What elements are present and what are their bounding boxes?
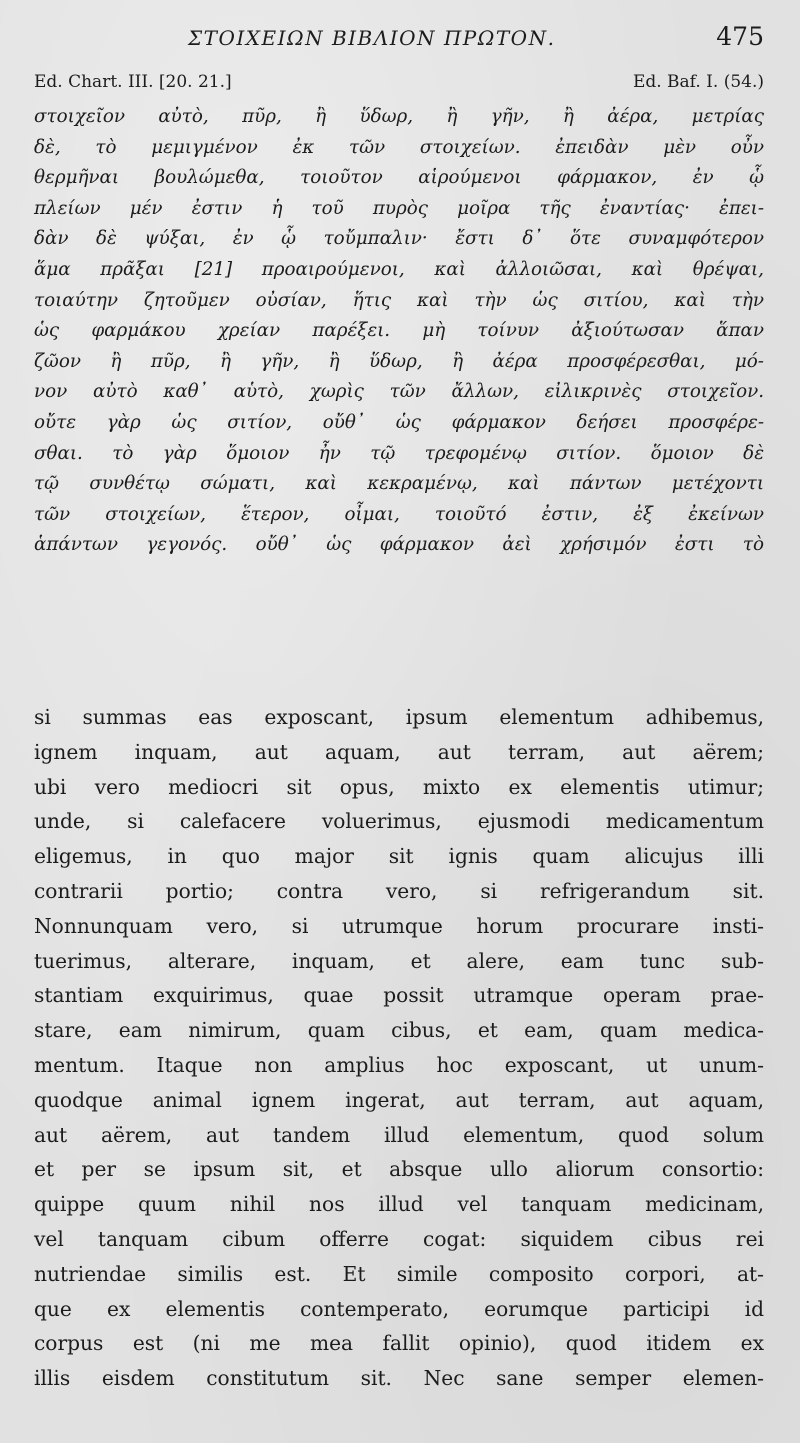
greek-text-line: ἅμα πρᾶξαι [21] προαιρούμενοι, καὶ ἀλλοιῶσαι, καὶ θρέψαι, [34, 258, 764, 280]
greek-text-line: τῶν στοιχείων, ἕτερον, οἶμαι, τοιοῦτό ἐστιν, ἐξ ἐκείνων [34, 503, 764, 525]
greek-text-line: σθαι. τὸ γὰρ ὅμοιον ἦν τῷ τρεφομένῳ σιτίον. ὅμοιον δὲ [34, 442, 764, 464]
greek-text-line: ὡς φαρμάκου χρείαν παρέξει. μὴ τοίνυν ἀξιούτωσαν ἅπαν [34, 320, 764, 342]
greek-text-line: νον αὐτὸ καθ᾽ αὑτὸ, χωρὶς τῶν ἄλλων, εἰλικρινὲς στοιχεῖον. [34, 381, 764, 403]
latin-text-line: vel tanquam cibum offerre cogat: siquidem cibus rei [34, 1226, 764, 1251]
latin-text-line: aut aërem, aut tandem illud elementum, quod solum [34, 1122, 764, 1147]
greek-text-line: τῷ συνθέτῳ σώματι, καὶ κεκραμένῳ, καὶ πάντων μετέχοντι [34, 473, 764, 495]
greek-text-line: ἁπάντων γεγονός. οὔθ᾽ ὡς φάρμακον ἀεὶ χρήσιμόν ἐστι τὸ [34, 534, 764, 556]
latin-text-line: Nonnunquam vero, si utrumque horum procurare insti- [34, 913, 764, 938]
latin-text-line: illis eisdem constitutum sit. Nec sane semper elemen- [34, 1366, 764, 1391]
latin-text-line: tuerimus, alterare, inquam, et alere, eam tunc sub- [34, 948, 764, 973]
latin-text-block [34, 700, 764, 1396]
latin-text-line: si summas eas exposcant, ipsum elementum adhibemus, [34, 705, 764, 729]
greek-text-line: ζῶον ἢ πῦρ, ἢ γῆν, ἢ ὕδωρ, ἢ ἀέρα προσφέρεσθαι, μό- [34, 350, 764, 372]
edition-references [34, 72, 764, 98]
latin-text-line: et per se ipsum sit, et absque ullo aliorum consortio: [34, 1157, 764, 1182]
greek-text-line: δὲ, τὸ μεμιγμένον ἐκ τῶν στοιχείων. ἐπειδὰν μὲν οὖν [34, 136, 764, 158]
greek-text-line: δὰν δὲ ψύξαι, ἐν ᾧ τοὔμπαλιν· ἔστι δ᾽ ὅτε συναμφότερον [34, 228, 764, 250]
latin-text-line: nutriendae similis est. Et simile composito corpori, at- [34, 1261, 764, 1286]
greek-text-block [34, 102, 764, 561]
edition-chartier: Ed. Chart. III. [20. 21.] [34, 72, 232, 92]
greek-text-line: θερμῆναι βουλώμεθα, τοιοῦτον αἱρούμενοι φάρμακον, ἐν ᾧ [34, 167, 764, 189]
latin-text-line: eligemus, in quo major sit ignis quam alicujus illi [34, 844, 764, 869]
latin-text-line: mentum. Itaque non amplius hoc exposcant, ut unum- [34, 1052, 764, 1077]
latin-text-line: ubi vero mediocri sit opus, mixto ex elementis utimur; [34, 774, 764, 799]
greek-text-line: τοιαύτην ζητοῦμεν οὐσίαν, ἥτις καὶ τὴν ὡς σιτίου, καὶ τὴν [34, 289, 764, 311]
latin-text-line: que ex elementis contemperato, eorumque participi id [34, 1296, 764, 1321]
greek-text-line: στοιχεῖον αὐτὸ, πῦρ, ἢ ὕδωρ, ἢ γῆν, ἢ ἀέρα, μετρίας [34, 106, 764, 127]
bleed-through-ghost-text [34, 645, 764, 671]
page-number: 475 [716, 22, 764, 51]
latin-text-line: quodque animal ignem ingerat, aut terram, aut aquam, [34, 1087, 764, 1112]
running-head [0, 22, 800, 56]
latin-text-line: corpus est (ni me mea fallit opinio), quod itidem ex [34, 1331, 764, 1356]
latin-text-line: ignem inquam, aut aquam, aut terram, aut aërem; [34, 739, 764, 764]
latin-text-line: stare, eam nimirum, quam cibus, et eam, quam medica- [34, 1018, 764, 1043]
greek-text-line: πλείων μέν ἐστιν ἡ τοῦ πυρὸς μοῖρα τῆς ἐναντίας· ἐπει- [34, 197, 764, 219]
latin-text-line: contrarii portio; contra vero, si refrigerandum sit. [34, 878, 764, 903]
running-title: ΣΤΟΙΧΕΙΩΝ ΒΙΒΛΙΟΝ ΠΡΩΤΟΝ. [188, 26, 556, 50]
edition-basel: Ed. Baf. I. (54.) [632, 72, 764, 92]
greek-text-line: οὔτε γὰρ ὡς σιτίον, οὔθ᾽ ὡς φάρμακον δεήσει προσφέρε- [34, 411, 764, 433]
latin-text-line: quippe quum nihil nos illud vel tanquam medicinam, [34, 1192, 764, 1217]
latin-text-line: unde, si calefacere voluerimus, ejusmodi medicamentum [34, 809, 764, 834]
latin-text-line: stantiam exquirimus, quae possit utramque operam prae- [34, 983, 764, 1008]
